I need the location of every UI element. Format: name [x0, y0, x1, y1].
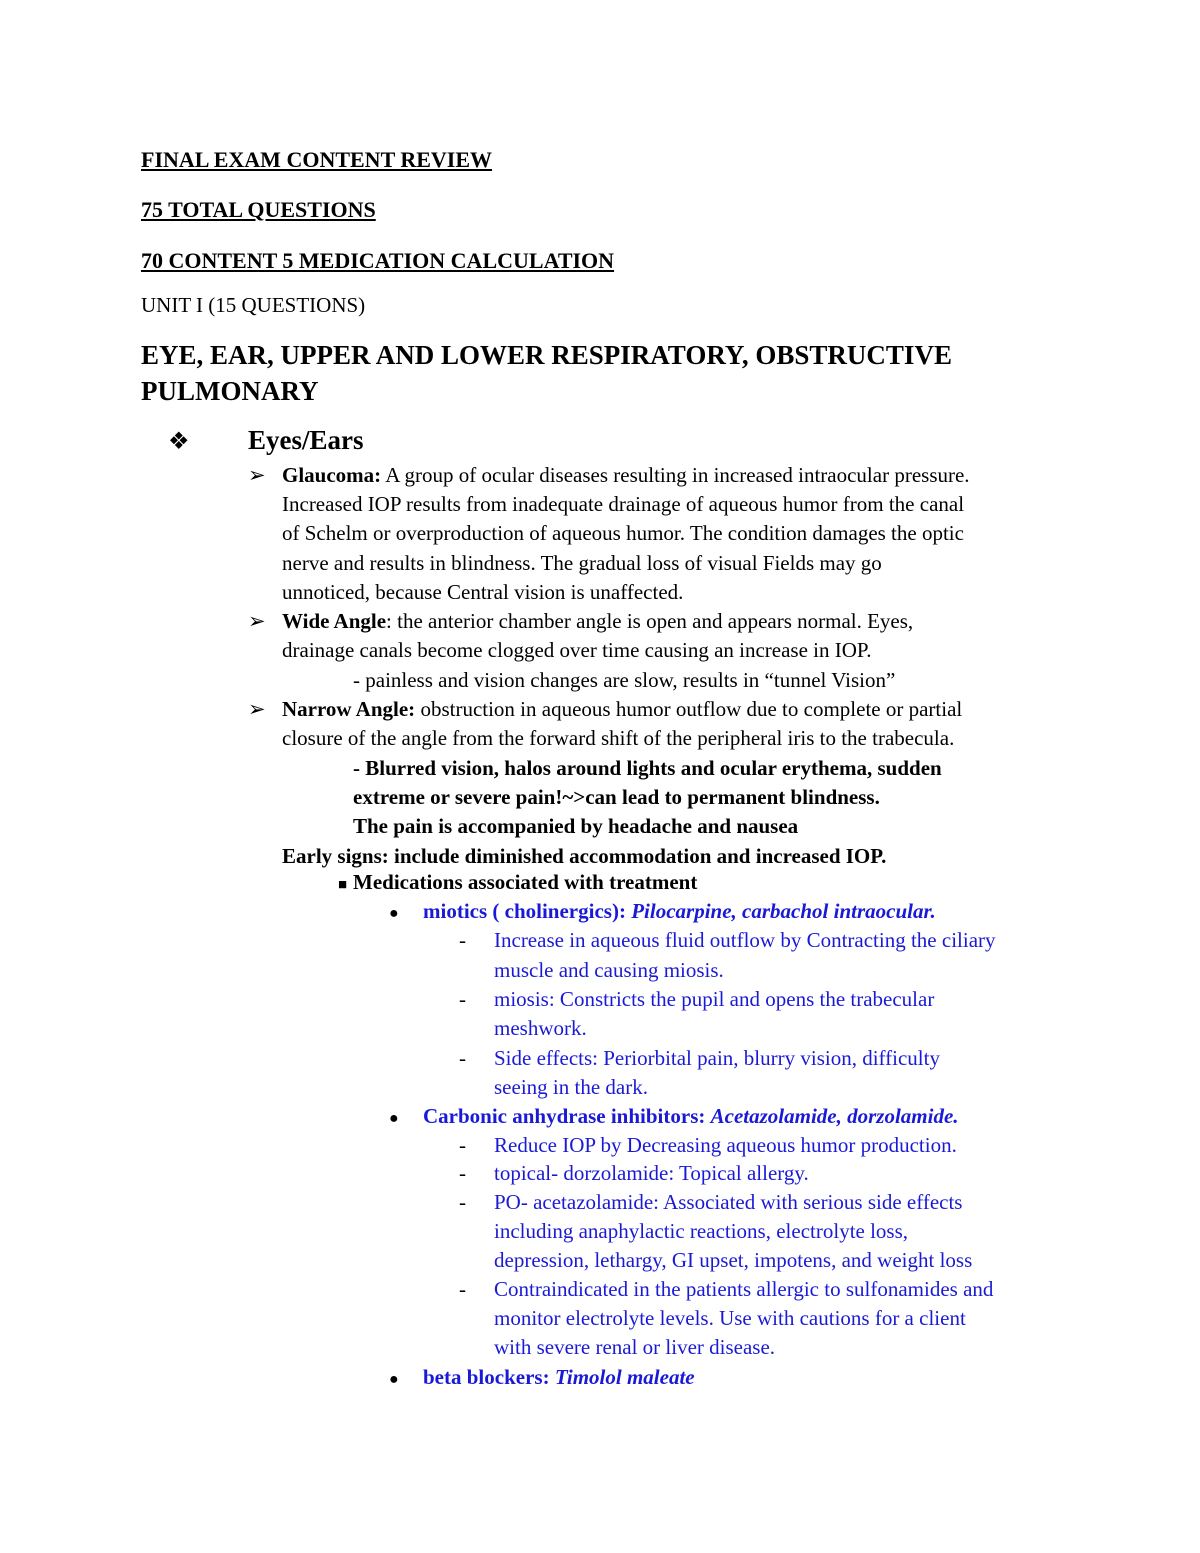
beta-heading [423, 1363, 695, 1393]
round-bullet-icon: ● [389, 1371, 399, 1388]
dash-bullet: - [459, 1133, 466, 1157]
dash-bullet: - [459, 1190, 466, 1214]
narrow-angle-line1 [282, 695, 962, 725]
cai-item2-line1: topical- dorzolamide: Topical allergy. [494, 1161, 809, 1185]
narrow-angle-bold2: extreme or severe pain!~>can lead to permanent blindness. [353, 785, 880, 809]
dash-bullet: - [459, 987, 466, 1011]
wide-angle-line1 [282, 607, 913, 637]
miotics-label: miotics ( cholinergics): [423, 899, 632, 923]
miotics-heading [423, 897, 936, 927]
glaucoma-text1: A group of ocular diseases resulting in increased intraocular pressure. [381, 463, 970, 487]
narrow-angle-bold1: - Blurred vision, halos around lights and ocular erythema, sudden [353, 756, 942, 780]
cai-item3-line2: including anaphylactic reactions, electrolyte loss, [494, 1219, 909, 1243]
miotics-item2-line1: miosis: Constricts the pupil and opens the trabecular [494, 987, 935, 1011]
glaucoma-line4: nerve and results in blindness. The gradual loss of visual Fields may go [282, 551, 882, 575]
miotics-item3-line2: seeing in the dark. [494, 1075, 648, 1099]
square-bullet-icon: ■ [338, 877, 348, 893]
miotics-item2-line2: meshwork. [494, 1016, 587, 1040]
glaucoma-line2: Increased IOP results from inadequate drainage of aqueous humor from the canal [282, 492, 965, 516]
cai-item1-line1: Reduce IOP by Decreasing aqueous humor production. [494, 1133, 957, 1157]
total-questions: 75 TOTAL QUESTIONS [141, 197, 376, 222]
dash-bullet: - [459, 1161, 466, 1185]
dash-bullet: - [459, 1277, 466, 1301]
early-signs: Early signs: include diminished accommodation and increased IOP. [282, 844, 887, 868]
doc-title: FINAL EXAM CONTENT REVIEW [141, 147, 493, 172]
cai-label: Carbonic anhydrase inhibitors: [423, 1104, 711, 1128]
dash-bullet: - [459, 1046, 466, 1070]
arrow-bullet-icon: ➢ [248, 463, 266, 487]
wide-angle-term: Wide Angle [282, 609, 387, 633]
medications-heading: Medications associated with treatment [353, 870, 698, 894]
narrow-angle-text1: obstruction in aqueous humor outflow due to complete or partial [415, 697, 963, 721]
narrow-angle-term: Narrow Angle: [282, 697, 416, 721]
beta-label: beta blockers: [423, 1365, 555, 1389]
miotics-drugs: Pilocarpine, carbachol intraocular. [631, 899, 936, 923]
beta-drugs: Timolol maleate [554, 1365, 695, 1389]
topic-heading-line1: EYE, EAR, UPPER AND LOWER RESPIRATORY, OBSTRUCTIVE [141, 340, 952, 370]
miotics-item1-line1: Increase in aqueous fluid outflow by Contracting the ciliary [494, 928, 996, 952]
cai-drugs: Acetazolamide, dorzolamide. [710, 1104, 959, 1128]
wide-angle-line2: drainage canals become clogged over time causing an increase in IOP. [282, 638, 872, 662]
cai-item4-line3: with severe renal or liver disease. [494, 1335, 776, 1359]
cai-item3-line1: PO- acetazolamide: Associated with serious side effects [494, 1190, 963, 1214]
arrow-bullet-icon: ➢ [248, 609, 266, 633]
round-bullet-icon: ● [389, 905, 399, 922]
unit-heading: UNIT I (15 QUESTIONS) [141, 293, 366, 317]
miotics-item1-line2: muscle and causing miosis. [494, 958, 724, 982]
cai-heading [423, 1102, 959, 1132]
dash-bullet: - [459, 928, 466, 952]
wide-angle-text1: : the anterior chamber angle is open and appears normal. Eyes, [386, 609, 914, 633]
narrow-angle-line2: closure of the angle from the forward shift of the peripheral iris to the trabecula. [282, 726, 955, 750]
arrow-bullet-icon: ➢ [248, 697, 266, 721]
cai-item4-line2: monitor electrolyte levels. Use with cautions for a client [494, 1306, 966, 1330]
glaucoma-line1 [282, 461, 970, 491]
cai-item3-line3: depression, lethargy, GI upset, impotens, and weight loss [494, 1248, 973, 1272]
glaucoma-line3: of Schelm or overproduction of aqueous humor. The condition damages the optic [282, 521, 964, 545]
narrow-angle-bold3: The pain is accompanied by headache and nausea [353, 814, 799, 838]
glaucoma-line5: unnoticed, because Central vision is unaffected. [282, 580, 684, 604]
miotics-item3-line1: Side effects: Periorbital pain, blurry vision, difficulty [494, 1046, 940, 1070]
round-bullet-icon: ● [389, 1110, 399, 1127]
topic-heading-line2: PULMONARY [141, 376, 319, 406]
diamond-bullet-icon: ❖ [168, 429, 190, 455]
question-breakdown: 70 CONTENT 5 MEDICATION CALCULATION [141, 248, 615, 273]
section-title: Eyes/Ears [248, 425, 364, 455]
glaucoma-term: Glaucoma: [282, 463, 382, 487]
cai-item4-line1: Contraindicated in the patients allergic to sulfonamides and [494, 1277, 994, 1301]
wide-angle-line3: - painless and vision changes are slow, results in “tunnel Vision” [353, 668, 896, 692]
